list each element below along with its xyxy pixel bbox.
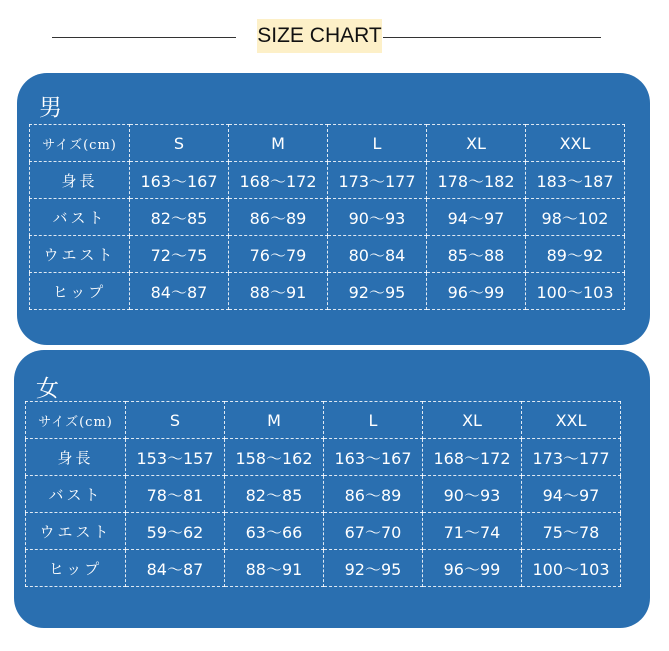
table-cell: 163〜167 <box>130 162 229 199</box>
table-cell: 100〜103 <box>526 273 625 310</box>
table-row <box>26 550 621 587</box>
row-label: 身長 <box>30 162 130 199</box>
header-cell: サイズ(cm) <box>30 125 130 162</box>
size-chart-title: SIZE CHART <box>257 19 382 53</box>
table-row <box>26 513 621 550</box>
men-size-table <box>29 124 625 310</box>
table-cell: 86〜89 <box>229 199 328 236</box>
table-cell: 173〜177 <box>522 439 621 476</box>
header-cell: M <box>225 402 324 439</box>
table-cell: 100〜103 <box>522 550 621 587</box>
table-cell: 163〜167 <box>324 439 423 476</box>
table-row <box>30 273 625 310</box>
men-label: 男 <box>39 95 62 121</box>
table-cell: 92〜95 <box>324 550 423 587</box>
table-cell: 89〜92 <box>526 236 625 273</box>
row-label: ヒップ <box>26 550 126 587</box>
men-size-panel <box>17 73 650 345</box>
women-size-panel <box>14 350 650 628</box>
table-cell: 84〜87 <box>126 550 225 587</box>
table-cell: 92〜95 <box>328 273 427 310</box>
title-rule-left <box>52 37 236 38</box>
table-cell: 78〜81 <box>126 476 225 513</box>
table-cell: 183〜187 <box>526 162 625 199</box>
table-cell: 86〜89 <box>324 476 423 513</box>
table-cell: 67〜70 <box>324 513 423 550</box>
table-cell: 90〜93 <box>423 476 522 513</box>
header-cell: L <box>328 125 427 162</box>
table-cell: 94〜97 <box>427 199 526 236</box>
table-cell: 85〜88 <box>427 236 526 273</box>
table-cell: 71〜74 <box>423 513 522 550</box>
header-cell: L <box>324 402 423 439</box>
table-cell: 76〜79 <box>229 236 328 273</box>
title-row <box>0 0 669 70</box>
table-row <box>30 236 625 273</box>
header-cell: XXL <box>526 125 625 162</box>
table-cell: 82〜85 <box>225 476 324 513</box>
women-label: 女 <box>36 376 59 402</box>
row-label: ウエスト <box>30 236 130 273</box>
table-row <box>26 476 621 513</box>
header-cell: XL <box>427 125 526 162</box>
table-cell: 88〜91 <box>225 550 324 587</box>
row-label: バスト <box>26 476 126 513</box>
table-cell: 72〜75 <box>130 236 229 273</box>
women-size-table <box>25 401 621 587</box>
table-cell: 178〜182 <box>427 162 526 199</box>
row-label: ヒップ <box>30 273 130 310</box>
header-cell: サイズ(cm) <box>26 402 126 439</box>
table-cell: 96〜99 <box>423 550 522 587</box>
table-cell: 63〜66 <box>225 513 324 550</box>
table-cell: 75〜78 <box>522 513 621 550</box>
table-header-row <box>26 402 621 439</box>
table-cell: 158〜162 <box>225 439 324 476</box>
table-header-row <box>30 125 625 162</box>
row-label: ウエスト <box>26 513 126 550</box>
table-cell: 94〜97 <box>522 476 621 513</box>
table-cell: 168〜172 <box>229 162 328 199</box>
title-rule-right <box>383 37 601 38</box>
table-cell: 168〜172 <box>423 439 522 476</box>
table-cell: 80〜84 <box>328 236 427 273</box>
row-label: バスト <box>30 199 130 236</box>
table-row <box>30 199 625 236</box>
header-cell: M <box>229 125 328 162</box>
header-cell: XXL <box>522 402 621 439</box>
table-cell: 96〜99 <box>427 273 526 310</box>
table-cell: 84〜87 <box>130 273 229 310</box>
header-cell: S <box>130 125 229 162</box>
table-cell: 90〜93 <box>328 199 427 236</box>
table-row <box>26 439 621 476</box>
header-cell: S <box>126 402 225 439</box>
row-label: 身長 <box>26 439 126 476</box>
table-cell: 173〜177 <box>328 162 427 199</box>
table-cell: 82〜85 <box>130 199 229 236</box>
table-cell: 98〜102 <box>526 199 625 236</box>
table-cell: 153〜157 <box>126 439 225 476</box>
header-cell: XL <box>423 402 522 439</box>
table-cell: 59〜62 <box>126 513 225 550</box>
table-row <box>30 162 625 199</box>
table-cell: 88〜91 <box>229 273 328 310</box>
